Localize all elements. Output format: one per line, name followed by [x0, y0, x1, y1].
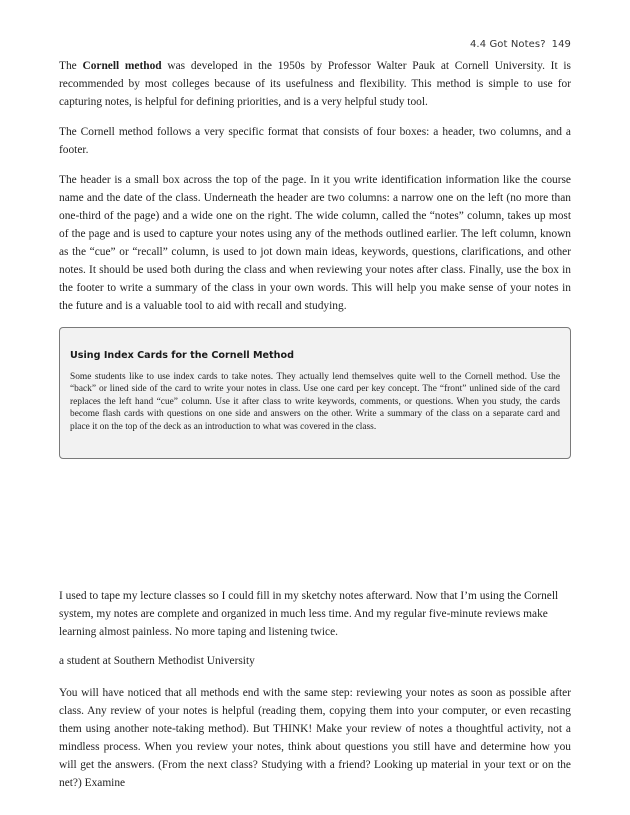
callout-title: Using Index Cards for the Cornell Method	[70, 350, 294, 361]
student-quote: I used to tape my lecture classes so I could fill in my sketchy notes afterward. Now that I’m using the Cornell system, my notes are complete and organized in much less time. And my regular five-minute reviews make learning almost painless. No more taping and listening twice.	[59, 590, 559, 638]
term-cornell-method: Cornell method	[82, 60, 162, 72]
main-content	[59, 57, 571, 459]
running-header	[470, 39, 571, 50]
paragraph-review: You will have noticed that all methods end with the same step: reviewing your notes as soon as possible after class. Any review of your notes is helpful (reading them, copying them into your computer, or even recasting them using another note-taking method). But THINK! Make your review of notes a thoughtful activity, not a mindless process. When you review your notes, think about questions you still have and determine how you will get the answers. (From the next class? Studying with a friend? Looking up material in your text or on the net?) Examine	[59, 687, 571, 789]
quote-attribution: a student at Southern Methodist University	[59, 655, 255, 667]
intro-rest: was developed in the 1950s by Professor Walter Pauk at Cornell University. It is recommended by most colleges because of its usefulness and flexibility. This method is simple to use for capturing notes, is helpful for defining priorities, and is a very helpful study tool.	[59, 60, 571, 108]
section-title: 4.4 Got Notes?	[469, 39, 546, 50]
quote-section	[59, 587, 571, 804]
page-number: 149	[551, 39, 571, 50]
paragraph-intro	[59, 57, 571, 111]
callout-body: Some students like to use index cards to take notes. They actually lend themselves quite well to the Cornell method. Use the “back” or lined side of the card to write your notes in class. Use one card per key concept. The “front” unlined side of the card replaces the left hand “cue” column. Use it after class to write keywords, comments, or questions. When you study, the cards become flash cards with questions on one side and answers on the other. Write a summary of the class on a separate card and place it on the top of the deck as an introduction to what was covered in the class.	[70, 372, 560, 432]
callout-box	[59, 327, 571, 459]
paragraph-details: The header is a small box across the top of the page. In it you write identification information like the course name and the date of the class. Underneath the header are two columns: a narrow one on the left (no more than one-third of the page) and a wide one on the right. The wide column, called the “notes” column, takes up most of the page and is used to capture your notes using any of the methods outlined earlier. The left column, known as the “cue” or “recall” column, is used to jot down main ideas, keywords, questions, clarifications, and other notes. It should be used both during the class and when reviewing your notes after class. Finally, use the box in the footer to write a summary of the class in your own words. This will help you make sense of your notes in the future and is a valuable tool to aid with recall and studying.	[59, 174, 571, 312]
intro-lead: The	[59, 60, 83, 72]
paragraph-format: The Cornell method follows a very specific format that consists of four boxes: a header, two columns, and a footer.	[59, 126, 571, 156]
